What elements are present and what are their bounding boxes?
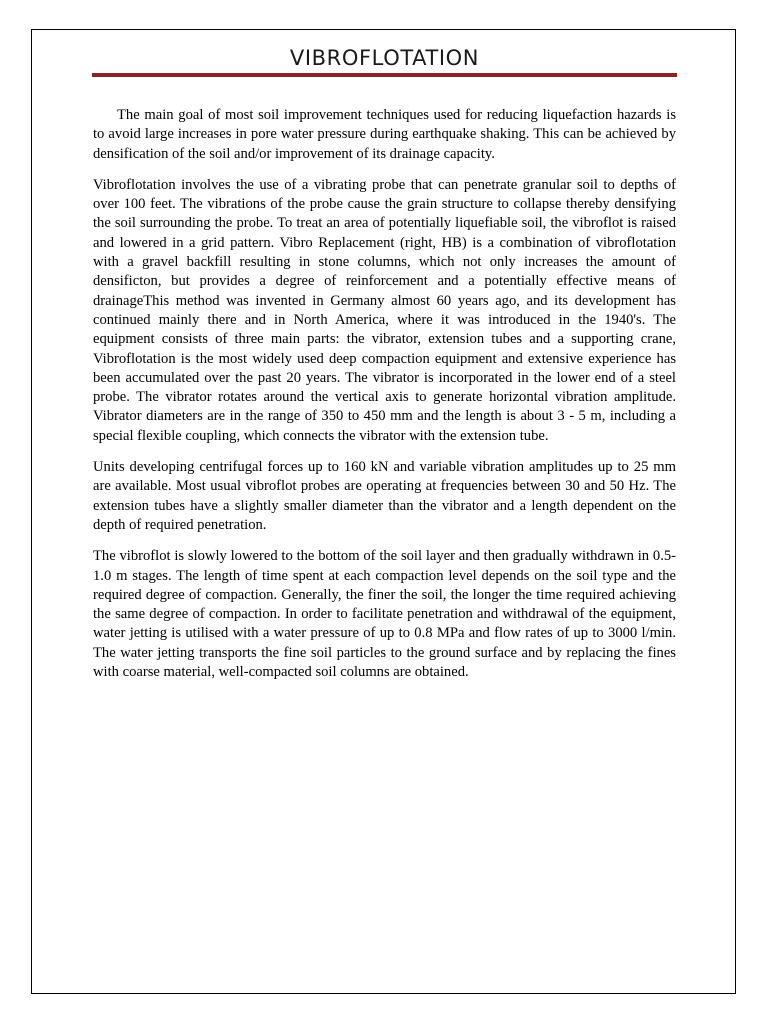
title-underline (92, 73, 677, 77)
page-title: VIBROFLOTATION (289, 46, 480, 70)
paragraph-vibroflotation: Vibroflotation involves the use of a vibrating probe that can penetrate granular soil to depths of over 100 feet. The vibrations of the probe cause the grain structure to collapse thereby densifying the soil surrounding the probe. To treat an area of potentially liquefiable soil, the vibroflot is raised and lowered in a grid pattern. Vibro Replacement (right, HB) is a combination of vibroflotation with a gravel backfill resulting in stone columns, which not only increases the amount of densificton, but provides a degree of reinforcement and a potentially effective means of drainageThis method was invented in Germany almost 60 years ago, and its development has continued mainly there and in North America, where it was introduced in the 1940's. The equipment consists of three main parts: the vibrator, extension tubes and a supporting crane, Vibroflotation is the most widely used deep compaction equipment and extensive experience has been accumulated over the past 20 years. The vibrator is incorporated in the lower end of a steel probe. The vibrator rotates around the vertical axis to generate horizontal vibration amplitude. Vibrator diameters are in the range of 350 to 450 mm and the length is about 3 - 5 m, including a special flexible coupling, which connects the vibrator with the extension tube. (93, 176, 676, 444)
paragraph-procedure: The vibroflot is slowly lowered to the bottom of the soil layer and then gradually withdrawn in 0.5-1.0 m stages. The length of time spent at each compaction level depends on the soil type and the required degree of compaction. Generally, the finer the soil, the longer the time required achieving the same degree of compaction. In order to facilitate penetration and withdrawal of the equipment, water jetting is utilised with a water pressure of up to 0.8 MPa and flow rates of up to 3000 l/min. The water jetting transports the fine soil particles to the ground surface and by replacing the fines with coarse material, well-compacted soil columns are obtained. (93, 548, 676, 681)
paragraph-units: Units developing centrifugal forces up to 160 kN and variable vibration amplitudes up to 25 mm are available. Most usual vibroflot probes are operating at frequencies between 30 and 50 Hz. The extension tubes have a slightly smaller diameter than the vibrator and a length dependent on the depth of required penetration. (93, 459, 676, 533)
document-body (93, 106, 676, 694)
paragraph-intro: The main goal of most soil improvement techniques used for reducing liquefaction hazards is to avoid large increases in pore water pressure during earthquake shaking. This can be achieved by densification of the soil and/or improvement of its drainage capacity. (93, 107, 676, 162)
